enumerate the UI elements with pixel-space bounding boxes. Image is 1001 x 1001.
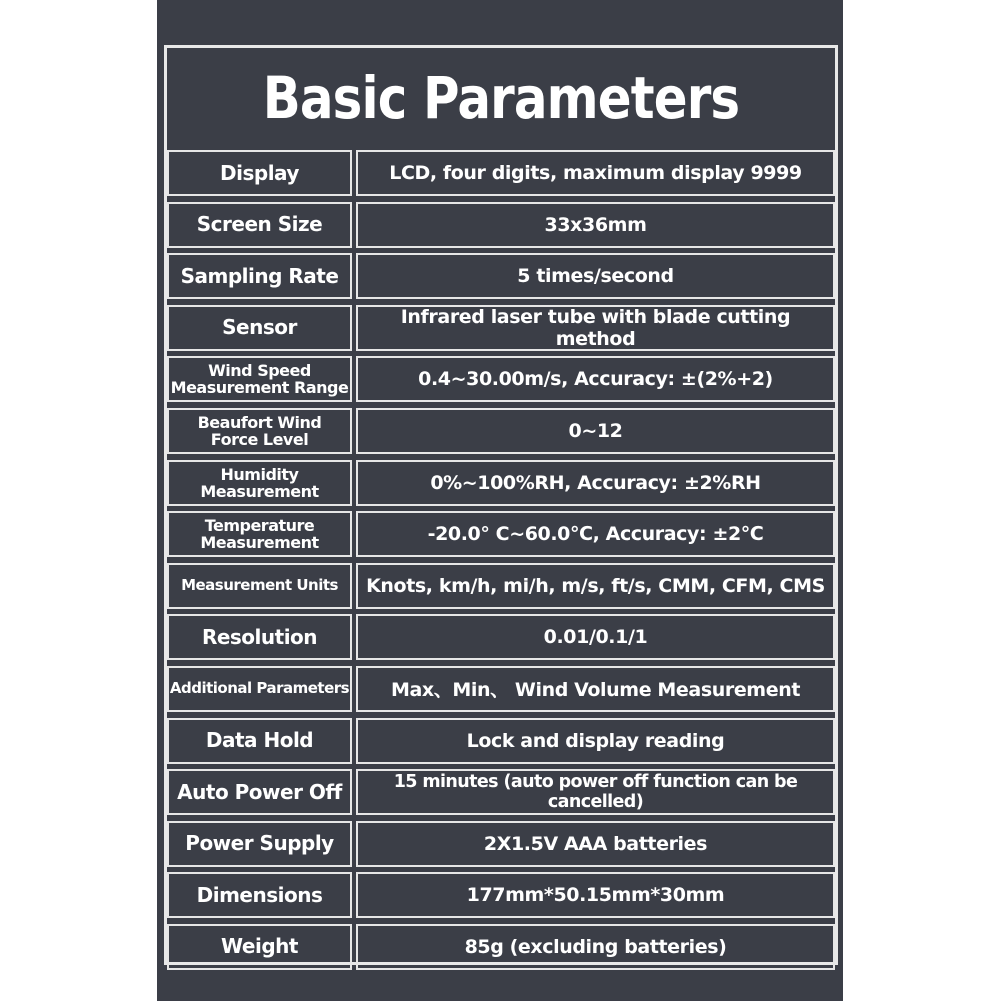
spec-row-auto-power-off xyxy=(167,769,835,815)
spec-row-additional xyxy=(167,666,835,712)
spec-value: 0%~100%RH, Accuracy: ±2%RH xyxy=(356,460,835,506)
spec-value: 85g (excluding batteries) xyxy=(356,924,835,970)
spec-row-power-supply xyxy=(167,821,835,867)
spec-value: 2X1.5V AAA batteries xyxy=(356,821,835,867)
spec-label: Beaufort Wind Force Level xyxy=(167,408,352,454)
spec-label: Weight xyxy=(167,924,352,970)
spec-row-weight xyxy=(167,924,835,970)
spec-row-screen-size xyxy=(167,202,835,248)
spec-value: Knots, km/h, mi/h, m/s, ft/s, CMM, CFM, CMS xyxy=(356,563,835,609)
spec-label: Humidity Measurement xyxy=(167,460,352,506)
spec-row-beaufort xyxy=(167,408,835,454)
spec-value: 5 times/second xyxy=(356,253,835,299)
spec-row-resolution xyxy=(167,614,835,660)
spec-value: LCD, four digits, maximum display 9999 xyxy=(356,150,835,196)
spec-value: 177mm*50.15mm*30mm xyxy=(356,872,835,918)
spec-label: Auto Power Off xyxy=(167,769,352,815)
spec-value: -20.0° C~60.0℃, Accuracy: ±2℃ xyxy=(356,511,835,557)
spec-label: Temperature Measurement xyxy=(167,511,352,557)
spec-value: Max、Min、 Wind Volume Measurement xyxy=(356,666,835,712)
spec-row-data-hold xyxy=(167,718,835,764)
spec-label: Additional Parameters xyxy=(167,666,352,712)
spec-table-frame xyxy=(164,45,838,965)
spec-label: Data Hold xyxy=(167,718,352,764)
spec-label: Resolution xyxy=(167,614,352,660)
spec-label: Measurement Units xyxy=(167,563,352,609)
page-title: Basic Parameters xyxy=(262,64,740,132)
spec-row-units xyxy=(167,563,835,609)
spec-value: Infrared laser tube with blade cutting method xyxy=(356,305,835,351)
spec-row-sensor xyxy=(167,305,835,351)
spec-label: Sampling Rate xyxy=(167,253,352,299)
spec-row-humidity xyxy=(167,460,835,506)
spec-label: Display xyxy=(167,150,352,196)
spec-label: Sensor xyxy=(167,305,352,351)
spec-label: Wind Speed Measurement Range xyxy=(167,356,352,402)
spec-value: 0~12 xyxy=(356,408,835,454)
spec-row-sampling-rate xyxy=(167,253,835,299)
spec-value: Lock and display reading xyxy=(356,718,835,764)
spec-table xyxy=(167,150,835,976)
spec-row-wind-speed xyxy=(167,356,835,402)
spec-label: Screen Size xyxy=(167,202,352,248)
spec-value: 15 minutes (auto power off function can be cancelled) xyxy=(356,769,835,815)
spec-row-temperature xyxy=(167,511,835,557)
spec-label: Dimensions xyxy=(167,872,352,918)
spec-label: Power Supply xyxy=(167,821,352,867)
spec-row-dimensions xyxy=(167,872,835,918)
spec-row-display xyxy=(167,150,835,196)
spec-value: 33x36mm xyxy=(356,202,835,248)
spec-value: 0.4~30.00m/s, Accuracy: ±(2%+2) xyxy=(356,356,835,402)
spec-value: 0.01/0.1/1 xyxy=(356,614,835,660)
